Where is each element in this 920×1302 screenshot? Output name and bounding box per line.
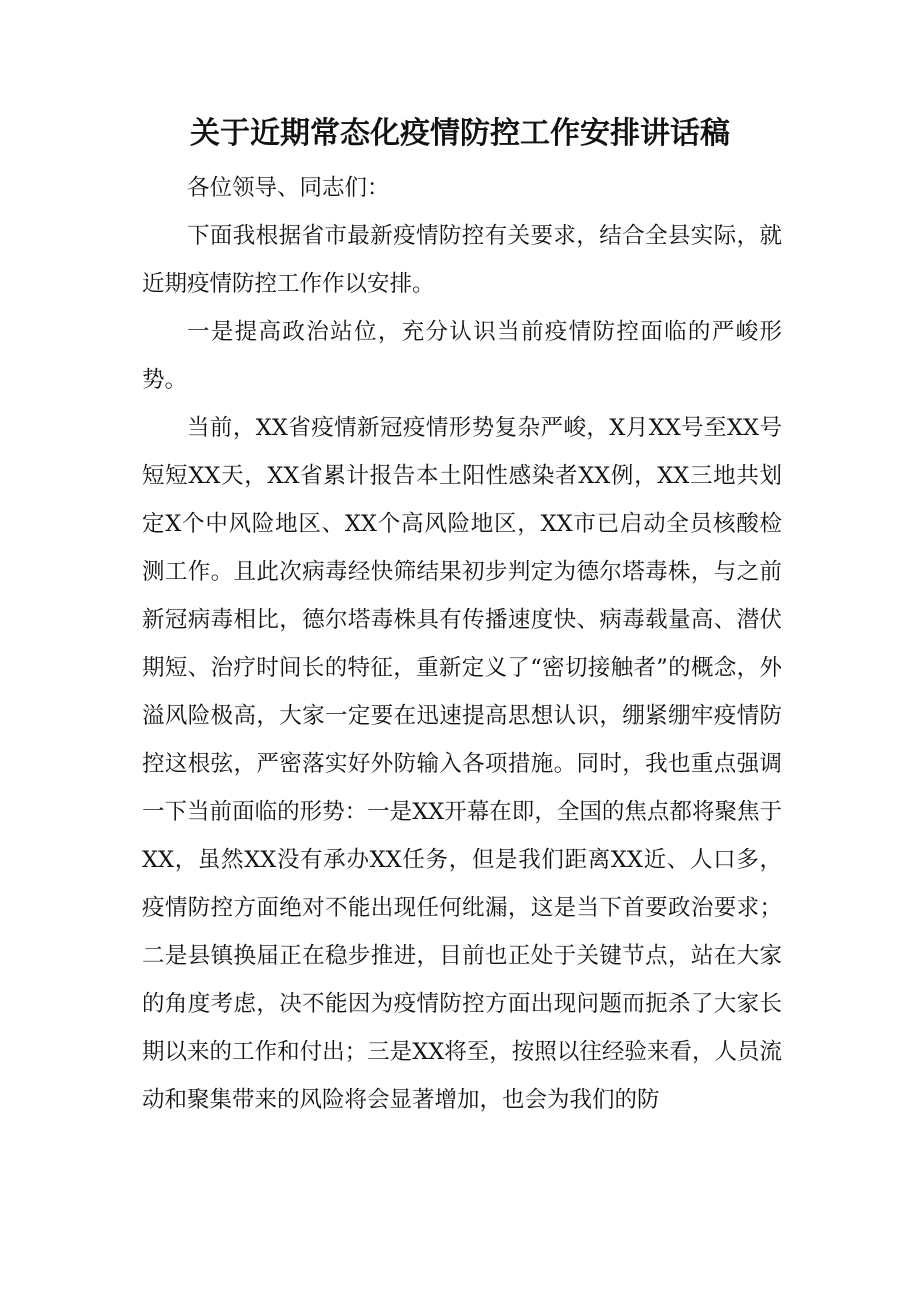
paragraph-situation: 当前，XX省疫情新冠疫情形势复杂严峻，X月XX号至XX号短短XX天，XX省累计报告本土阳性感染者XX例，XX三地共划定X个中风险地区、XX个高风险地区，XX市已启动全员核酸检测工作。且此次病毒经快筛结果初步判定为德尔塔毒株，与之前新冠病毒相比，德尔塔毒株具有传播速度快、病毒载量高、潜伏期短、治疗时间长的特征，重新定义了“密切接触者”的概念，外溢风险极高，大家一定要在迅速提高思想认识，绷紧绷牢疫情防控这根弦，严密落实好外防输入各项措施。同时，我也重点强调一下当前面临的形势：一是XX开幕在即，全国的焦点都将聚焦于XX，虽然XX没有承办XX任务，但是我们距离XX近、人口多，疫情防控方面绝对不能出现任何纰漏，这是当下首要政治要求；二是县镇换届正在稳步推进，目前也正处于关键节点，站在大家的角度考虑，决不能因为疫情防控方面出现问题而扼杀了大家长期以来的工作和付出；三是XX将至，按照以往经验来看，人员流动和聚集带来的风险将会显著增加，也会为我们的防 — [142, 415, 782, 1113]
paragraph-intro: 下面我根据省市最新疫情防控有关要求，结合全县实际，就近期疫情防控工作作以安排。 — [142, 223, 782, 297]
paragraph-greeting: 各位领导、同志们： — [187, 175, 390, 201]
document-body — [142, 164, 782, 1124]
paragraph-heading-one: 一是提高政治站位，充分认识当前疫情防控面临的严峻形势。 — [142, 319, 782, 393]
document-title: 关于近期常态化疫情防控工作安排讲话稿 — [190, 116, 730, 151]
